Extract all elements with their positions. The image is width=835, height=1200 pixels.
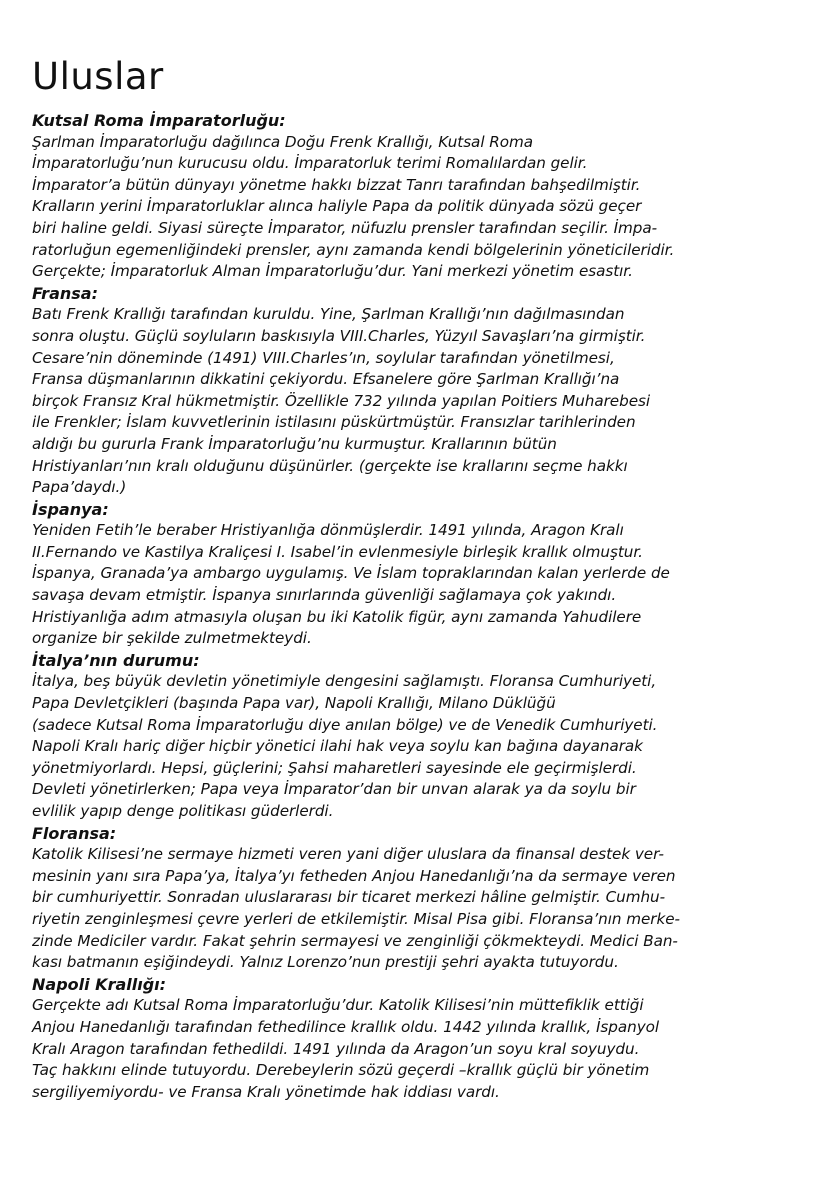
text-line: Hristiyanları’nın kralı olduğunu düşünürler. (gerçekte ise krallarını seçme hakkı: [32, 456, 628, 475]
section-paragraph: [32, 304, 822, 498]
text-line: Hristiyanlığa adım atmasıyla oluşan bu iki Katolik figür, aynı zamanda Yahudilere: [32, 607, 642, 626]
text-line: Napoli Kralı hariç diğer hiçbir yönetici ilahi hak veya soylu kan bağına dayanarak: [32, 737, 643, 756]
text-line: ile Frenkler; İslam kuvvetlerinin istilasını püskürtmüştür. Fransızlar tarihlerinden: [32, 413, 636, 432]
text-line: Taç hakkını elinde tutuyordu. Derebeylerin sözü geçerdi –krallık güçlü bir yönetim: [32, 1061, 650, 1080]
document-page: [32, 52, 822, 1103]
text-line: savaşa devam etmiştir. İspanya sınırlarında güvenliği sağlamaya çok yakındı.: [32, 586, 617, 605]
text-line: Yeniden Fetih’le beraber Hristiyanlığa dönmüşlerdir. 1491 yılında, Aragon Kralı: [32, 521, 624, 540]
text-line: birçok Fransız Kral hükmetmiştir. Özellikle 732 yılında yapılan Poitiers Muharebesi: [32, 391, 651, 410]
text-line: ratorluğun egemenliğindeki prensler, aynı zamanda kendi bölgelerinin yöneticileridir.: [32, 240, 675, 259]
text-line: biri haline geldi. Siyasi süreçte İmparator, nüfuzlu prensler tarafından seçilir. İmpa-: [32, 218, 658, 237]
section-paragraph: [32, 844, 822, 974]
text-line: İspanya, Granada’ya ambargo uygulamış. Ve İslam topraklarından kalan yerlerde de: [32, 564, 670, 583]
section-heading: Floransa:: [32, 823, 117, 843]
section-floransa: [32, 823, 822, 974]
section-paragraph: [32, 520, 822, 650]
text-line: İmparator’a bütün dünyayı yönetme hakkı bizzat Tanrı tarafından bahşedilmiştir.: [32, 175, 641, 194]
section-kutsal-roma: [32, 110, 822, 283]
text-line: evlilik yapıp denge politikası güderlerdi.: [32, 802, 334, 820]
text-line: Şarlman İmparatorluğu dağılınca Doğu Frenk Krallığı, Kutsal Roma: [32, 132, 534, 151]
section-heading: İtalya’nın durumu:: [32, 650, 200, 670]
text-line: Devleti yönetirlerken; Papa veya İmparator’dan bir unvan alarak ya da soylu bir: [32, 780, 636, 799]
text-line: II.Fernando ve Kastilya Kraliçesi I. Isabel’in evlenmesiyle birleşik krallık olmuştur.: [32, 542, 643, 561]
text-line: Kralların yerini İmparatorluklar alınca haliyle Papa da politik dünyada sözü geçer: [32, 197, 642, 216]
text-line: (sadece Kutsal Roma İmparatorluğu diye anılan bölge) ve de Venedik Cumhuriyeti.: [32, 715, 658, 734]
text-line: Fransa düşmanlarının dikkatini çekiyordu. Efsanelere göre Şarlman Krallığı’na: [32, 370, 620, 389]
text-line: İmparatorluğu’nun kurucusu oldu. İmparatorluk terimi Romalılardan gelir.: [32, 154, 588, 173]
section-heading: Fransa:: [32, 283, 98, 303]
section-heading: Napoli Krallığı:: [32, 974, 167, 994]
text-line: Katolik Kilisesi’ne sermaye hizmeti veren yani diğer uluslara da finansal destek ver-: [32, 845, 664, 864]
text-line: aldığı bu gururla Frank İmparatorluğu’nu kurmuştur. Krallarının bütün: [32, 434, 557, 453]
text-line: İtalya, beş büyük devletin yönetimiyle dengesini sağlamıştı. Floransa Cumhuriyeti,: [32, 672, 657, 691]
text-line: sergiliyemiyordu- ve Fransa Kralı yönetimde hak iddiası vardı.: [32, 1082, 500, 1101]
text-line: mesinin yanı sıra Papa’ya, İtalya’yı fetheden Anjou Hanedanlığı’na da sermaye veren: [32, 866, 676, 885]
page-title: Uluslar: [32, 55, 164, 98]
section-heading: Kutsal Roma İmparatorluğu:: [32, 111, 286, 130]
text-line: Papa’daydı.): [32, 478, 127, 497]
section-paragraph: [32, 671, 822, 822]
section-napoli: [32, 974, 822, 1104]
text-line: kası batmanın eşiğindeydi. Yalnız Lorenzo’nun prestiji şehri ayakta tutuyordu.: [32, 953, 619, 972]
section-italya: [32, 650, 822, 823]
section-ispanya: [32, 499, 822, 650]
text-line: Kralı Aragon tarafından fethedildi. 1491 yılında da Aragon’un soyu kral soyuydu.: [32, 1039, 640, 1058]
text-line: Anjou Hanedanlığı tarafından fethedilince krallık oldu. 1442 yılında krallık, İspanyol: [32, 1017, 660, 1036]
text-line: Gerçekte adı Kutsal Roma İmparatorluğu’dur. Katolik Kilisesi’nin müttefiklik ettiği: [32, 996, 644, 1015]
text-line: zinde Mediciler vardır. Fakat şehrin sermayesi ve zenginliği çökmekteydi. Medici Ban-: [32, 931, 678, 950]
text-line: Papa Devletçikleri (başında Papa var), Napoli Krallığı, Milano Düklüğü: [32, 694, 556, 713]
text-line: organize bir şekilde zulmetmekteydi.: [32, 629, 312, 648]
text-line: Gerçekte; İmparatorluk Alman İmparatorluğu’dur. Yani merkezi yönetim esastır.: [32, 262, 633, 281]
section-paragraph: [32, 995, 822, 1103]
section-heading: İspanya:: [32, 499, 109, 519]
section-fransa: [32, 283, 822, 499]
section-paragraph: [32, 132, 822, 283]
text-line: sonra oluştu. Güçlü soyluların baskısıyla VIII.Charles, Yüzyıl Savaşları’na girmiştir.: [32, 326, 646, 345]
text-line: bir cumhuriyettir. Sonradan uluslararası bir ticaret merkezi hâline gelmiştir. Cumhu-: [32, 888, 666, 907]
text-line: Batı Frenk Krallığı tarafından kuruldu. Yine, Şarlman Krallığı’nın dağılmasından: [32, 305, 625, 324]
text-line: yönetmiyorlardı. Hepsi, güçlerini; Şahsi maharetleri sayesinde ele geçirmişlerdi.: [32, 758, 637, 777]
text-line: Cesare’nin döneminde (1491) VIII.Charles’ın, soylular tarafından yönetilmesi,: [32, 348, 615, 367]
text-line: riyetin zenginleşmesi çevre yerleri de etkilemiştir. Misal Pisa gibi. Floransa’nın merke-: [32, 909, 680, 928]
